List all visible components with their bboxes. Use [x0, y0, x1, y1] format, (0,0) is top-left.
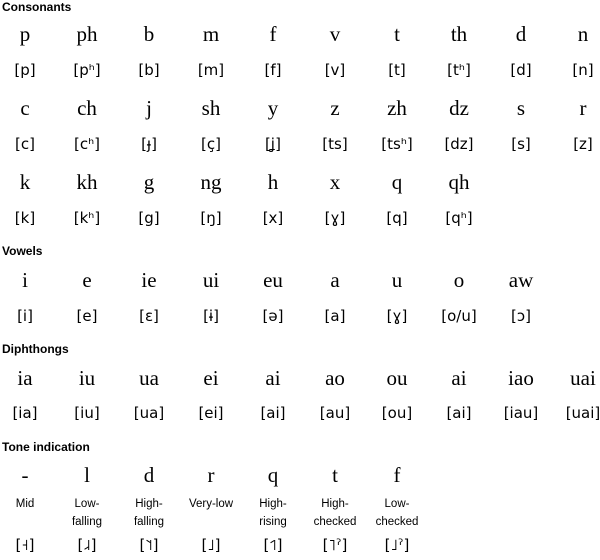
consonant-ipa-row-2 — [0, 131, 600, 159]
diphthong-ipa-row — [0, 400, 600, 428]
tone-contour: [˩ˀ] — [384, 536, 410, 554]
consonant-letter: zh — [387, 96, 407, 120]
vowel-letters-row — [0, 266, 600, 294]
diphthong-letter: ia — [17, 366, 33, 390]
vowel-ipa: [o/u] — [441, 307, 477, 325]
consonant-ipa: [m] — [197, 61, 225, 79]
consonant-letter: g — [143, 170, 155, 194]
consonant-letter: x — [329, 170, 341, 194]
consonant-letter: dz — [449, 96, 469, 120]
diphthong-ipa: [ei] — [198, 404, 224, 422]
consonant-ipa: [v] — [324, 61, 346, 79]
consonant-letter: h — [267, 170, 279, 194]
consonant-ipa: [x] — [262, 209, 284, 227]
consonant-letter: y — [267, 96, 279, 120]
consonant-ipa: [dz] — [444, 135, 474, 153]
tone-description: High- — [135, 498, 163, 510]
vowel-letter: ui — [202, 268, 220, 292]
diphthong-ipa: [au] — [319, 404, 351, 422]
consonant-letter: r — [579, 96, 587, 120]
diphthong-letter: ai — [451, 366, 467, 390]
vowel-ipa: [i] — [17, 307, 33, 325]
tone-contour: [˧] — [15, 536, 35, 554]
consonant-ipa: [qʰ] — [445, 209, 473, 227]
diphthong-letters-row — [0, 364, 600, 392]
consonant-ipa: [f] — [264, 61, 282, 79]
consonant-letter: c — [20, 96, 30, 120]
consonant-ipa: [kʰ] — [73, 209, 101, 227]
diphthong-letter: ei — [203, 366, 219, 390]
consonant-letter: v — [329, 22, 341, 46]
consonant-ipa: [ɣ] — [324, 209, 346, 227]
tone-description: Low- — [384, 498, 410, 510]
consonant-ipa: [p] — [14, 61, 36, 79]
section-heading-tone-indication: Tone indication — [2, 440, 90, 454]
tone-description: High- — [259, 498, 287, 510]
vowel-letter: a — [330, 268, 340, 292]
consonant-letters-row-3 — [0, 168, 600, 196]
consonant-ipa: [pʰ] — [73, 61, 101, 79]
consonant-letter: z — [330, 96, 340, 120]
consonant-ipa: [z] — [573, 135, 593, 153]
consonant-letter: n — [577, 22, 589, 46]
consonant-letter: f — [269, 22, 277, 46]
consonant-ipa-row-1 — [0, 57, 600, 85]
consonant-ipa: [tʰ] — [447, 61, 471, 79]
tone-contour: [˦˥] — [263, 536, 283, 554]
diphthong-ipa: [ia] — [12, 404, 38, 422]
tone-description: checked — [375, 516, 419, 528]
vowel-ipa: [ɔ] — [511, 307, 531, 325]
vowel-letter: i — [22, 268, 28, 292]
consonant-ipa: [t] — [388, 61, 406, 79]
consonant-ipa: [cʰ] — [73, 135, 100, 153]
diphthong-ipa: [uai] — [565, 404, 600, 422]
consonant-letter: p — [19, 22, 31, 46]
diphthong-letter: ai — [265, 366, 281, 390]
consonant-letter: j — [146, 96, 152, 120]
tone-description: falling — [133, 516, 165, 528]
tone-contour: [˥˦] — [139, 536, 159, 554]
consonant-ipa: [q] — [386, 209, 408, 227]
consonant-letter: sh — [201, 96, 221, 120]
vowel-letter: ie — [141, 268, 157, 292]
consonant-letter: s — [516, 96, 526, 120]
tone-letter: - — [21, 463, 29, 487]
tone-description: checked — [313, 516, 357, 528]
diphthong-ipa: [ai] — [260, 404, 286, 422]
consonant-letter: b — [143, 22, 155, 46]
diphthong-ipa: [iu] — [74, 404, 100, 422]
section-heading-vowels: Vowels — [2, 244, 43, 258]
tone-letter: q — [267, 463, 279, 487]
consonant-ipa: [ŋ] — [200, 209, 222, 227]
tone-letter: t — [332, 463, 338, 487]
tone-letter: r — [207, 463, 215, 487]
vowel-ipa: [ə] — [262, 307, 284, 325]
consonant-ipa: [d] — [510, 61, 532, 79]
consonant-ipa: [ts] — [322, 135, 348, 153]
diphthong-letter: ou — [386, 366, 408, 390]
consonant-letter: qh — [448, 170, 470, 194]
diphthong-letter: iu — [78, 366, 96, 390]
section-heading-diphthongs: Diphthongs — [2, 342, 69, 356]
consonant-ipa: [ɟ] — [141, 135, 157, 153]
consonant-letter: ph — [76, 22, 98, 46]
vowel-letter: o — [453, 268, 465, 292]
vowel-ipa-row — [0, 303, 600, 331]
tone-letters-row — [0, 461, 600, 489]
consonant-letter: k — [19, 170, 31, 194]
tone-letter: l — [84, 463, 90, 487]
vowel-ipa: [a] — [324, 307, 346, 325]
tone-contour: [˩] — [201, 536, 221, 554]
consonant-ipa: [g] — [138, 209, 160, 227]
diphthong-letter: iao — [508, 366, 534, 390]
consonant-letter: d — [515, 22, 527, 46]
consonant-letter: q — [391, 170, 403, 194]
diphthong-ipa: [ou] — [381, 404, 413, 422]
diphthong-letter: uai — [570, 366, 596, 390]
tone-letter: d — [143, 463, 155, 487]
diphthong-letter: ao — [325, 366, 345, 390]
tone-description: Mid — [15, 498, 35, 510]
tone-description: Low- — [74, 498, 100, 510]
consonant-ipa: [c] — [15, 135, 35, 153]
tone-description: falling — [71, 516, 103, 528]
vowel-ipa: [ɛ] — [139, 307, 159, 325]
consonant-ipa-row-3 — [0, 205, 600, 233]
consonant-ipa: [b] — [138, 61, 160, 79]
vowel-ipa: [ɣ] — [386, 307, 408, 325]
vowel-letter: e — [82, 268, 92, 292]
consonant-letter: th — [450, 22, 468, 46]
tone-contour-row — [0, 532, 600, 560]
consonant-ipa: [n] — [572, 61, 594, 79]
consonant-letter: t — [394, 22, 400, 46]
diphthong-ipa: [iau] — [503, 404, 539, 422]
consonant-ipa: [k] — [14, 209, 36, 227]
vowel-letter: eu — [263, 268, 283, 292]
diphthong-ipa: [ai] — [446, 404, 472, 422]
diphthong-ipa: [ua] — [133, 404, 165, 422]
consonant-letter: ng — [200, 170, 222, 194]
consonant-ipa: [ʝ] — [264, 135, 282, 153]
diphthong-letter: ua — [139, 366, 159, 390]
consonant-letter: kh — [76, 170, 98, 194]
consonant-ipa: [tsʰ] — [381, 135, 413, 153]
section-heading-consonants: Consonants — [2, 0, 72, 14]
consonant-ipa: [ç] — [201, 135, 221, 153]
consonant-letters-row-2 — [0, 94, 600, 122]
consonant-ipa: [s] — [511, 135, 531, 153]
consonant-letter: ch — [77, 96, 97, 120]
tone-description: High- — [321, 498, 349, 510]
tone-description: Very-low — [188, 498, 234, 510]
tone-letter: f — [393, 463, 401, 487]
consonant-letters-row-1 — [0, 20, 600, 48]
consonant-letter: m — [202, 22, 220, 46]
vowel-ipa: [ɨ] — [203, 307, 219, 325]
tone-contour: [˩˨] — [77, 536, 97, 554]
vowel-letter: aw — [508, 268, 534, 292]
vowel-ipa: [e] — [76, 307, 98, 325]
vowel-letter: u — [391, 268, 403, 292]
tone-contour: [˥ˀ] — [322, 536, 348, 554]
tone-description: rising — [259, 516, 287, 528]
